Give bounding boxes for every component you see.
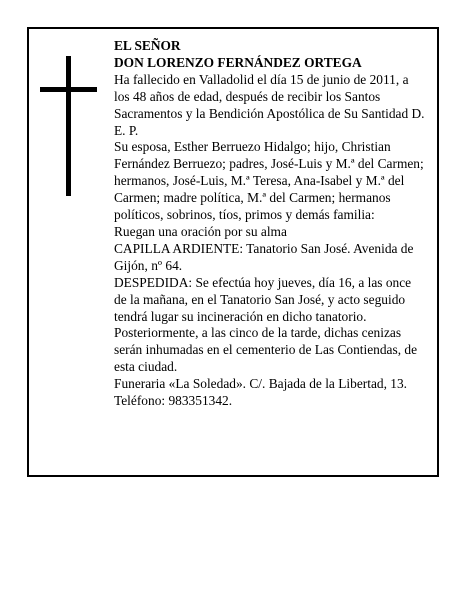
death-announcement: Ha fallecido en Valladolid el día 15 de junio de 2011, a los 48 años de edad, después de recibir los Santos Sacramentos y la Bendición Apostólica de Su Santidad D. E. P. bbox=[114, 71, 425, 138]
obituary-title: EL SEÑOR bbox=[114, 38, 181, 53]
cross-vertical-bar bbox=[66, 56, 71, 196]
chapel-info: CAPILLA ARDIENTE: Tanatorio San José. Avenida de Gijón, nº 64. bbox=[114, 240, 414, 273]
funeral-home-info: Funeraria «La Soledad». C/. Bajada de la Libertad, 13. Teléfono: 983351342. bbox=[114, 376, 408, 409]
prayer-request: Ruegan una oración por su alma bbox=[114, 223, 287, 239]
cross-horizontal-bar bbox=[40, 87, 97, 92]
family-list: Su esposa, Esther Berruezo Hidalgo; hijo, Christian Fernández Berruezo; padres, José-Luis y M.ª del Carmen; hermanos, José-Luis, M.ª Teresa, Ana-Isabel y M.ª del Carmen; madre política, M.ª del Carmen; hermanos políticos, sobrinos, tíos, primos y demás familia: bbox=[114, 139, 424, 223]
obituary-text bbox=[114, 38, 426, 410]
deceased-name: DON LORENZO FERNÁNDEZ ORTEGA bbox=[114, 54, 362, 70]
farewell-info: DESPEDIDA: Se efectúa hoy jueves, día 16, a las once de la mañana, en el Tanatorio San José, y acto seguido tendrá lugar su incineración en dicho tanatorio. Posteriormente, a las cinco de la tarde, dichas cenizas serán inhumadas en el cementerio de Las Contiendas, de esta ciudad. bbox=[114, 274, 418, 375]
